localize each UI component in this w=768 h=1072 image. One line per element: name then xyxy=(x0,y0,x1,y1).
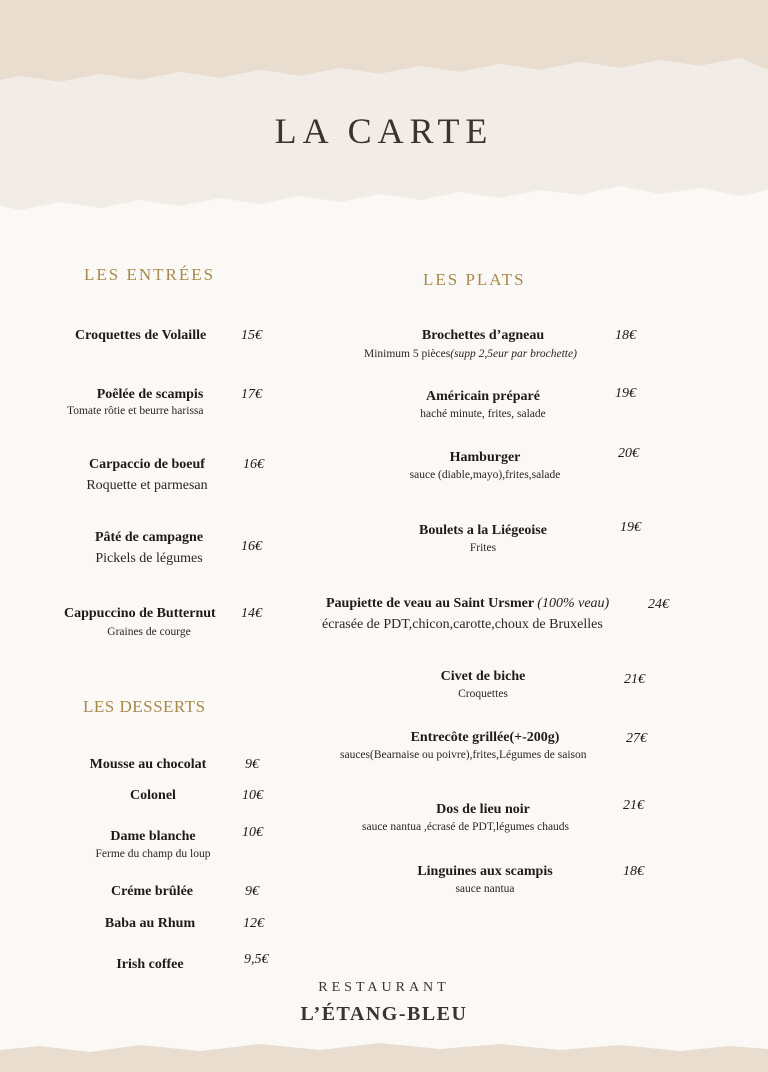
plat-name: Hamburger xyxy=(449,450,521,465)
dessert-price: 9,5€ xyxy=(244,952,269,967)
plat-name: Brochettes d’agneau xyxy=(421,328,545,343)
plat-name: Américain préparé xyxy=(426,389,540,404)
plat-price: 19€ xyxy=(620,520,641,535)
section-title-plats: LES PLATS xyxy=(423,270,526,289)
plat-description: Croquettes xyxy=(458,688,508,700)
plat-description xyxy=(364,348,577,360)
entree-description: Tomate rôtie et beurre harissa xyxy=(67,405,204,417)
dessert-price: 9€ xyxy=(245,757,259,772)
plat-name-text: Paupiette de veau au Saint Ursmer xyxy=(326,596,534,611)
plat-price: 19€ xyxy=(615,386,636,401)
plat-description: sauce nantua xyxy=(455,883,515,895)
dessert-name: Irish coffee xyxy=(116,957,184,972)
dessert-price: 10€ xyxy=(242,825,263,840)
entree-price: 15€ xyxy=(241,328,262,343)
dessert-description: Ferme du champ du loup xyxy=(95,848,211,860)
entree-description: Graines de courge xyxy=(107,626,191,638)
entree-description: Roquette et parmesan xyxy=(86,478,208,493)
plat-price: 20€ xyxy=(618,446,639,461)
entree-name: Cappuccino de Butternut xyxy=(64,606,216,621)
plat-description: sauces(Bearnaise ou poivre),frites,Légumes de saison xyxy=(340,749,587,761)
torn-paper-footer xyxy=(0,1040,768,1072)
restaurant-label: RESTAURANT xyxy=(318,980,450,995)
plat-price: 18€ xyxy=(623,864,644,879)
entree-price: 14€ xyxy=(241,606,262,621)
plat-name: Entrecôte grillée(+-200g) xyxy=(410,730,560,745)
entree-name: Croquettes de Volaille xyxy=(75,328,207,343)
dessert-price: 12€ xyxy=(243,916,264,931)
entree-name: Carpaccio de boeuf xyxy=(89,457,205,472)
section-title-desserts: LES DESSERTS xyxy=(83,697,206,716)
entree-price: 16€ xyxy=(243,457,264,472)
plat-description: sauce (diable,mayo),frites,salade xyxy=(409,469,561,481)
plat-description-text: Minimum 5 pièces xyxy=(364,348,451,360)
dessert-name: Baba au Rhum xyxy=(104,916,196,931)
dessert-price: 10€ xyxy=(242,788,263,803)
menu-title: LA CARTE xyxy=(274,111,494,151)
section-title-entrees: LES ENTRÉES xyxy=(84,265,216,284)
plat-name: Dos de lieu noir xyxy=(436,802,530,817)
plat-price: 21€ xyxy=(624,672,645,687)
dessert-name: Dame blanche xyxy=(110,829,196,844)
plat-name-note: (100% veau) xyxy=(537,596,610,611)
plat-price: 24€ xyxy=(648,597,669,612)
plat-name: Civet de biche xyxy=(440,669,526,684)
plat-description: écrasée de PDT,chicon,carotte,choux de Bruxelles xyxy=(322,617,603,632)
paper-bottom-layer xyxy=(0,1043,768,1072)
entree-price: 17€ xyxy=(241,387,262,402)
dessert-name: Créme brûlée xyxy=(110,884,194,899)
restaurant-name: L’ÉTANG-BLEU xyxy=(300,1003,468,1025)
plat-description: haché minute, frites, salade xyxy=(420,408,546,420)
entree-name: Poêlée de scampis xyxy=(96,387,204,402)
dessert-price: 9€ xyxy=(245,884,259,899)
plat-description-note: (supp 2,5eur par brochette) xyxy=(450,348,577,360)
plat-price: 18€ xyxy=(615,328,636,343)
plat-name: Boulets a la Liégeoise xyxy=(419,523,547,538)
dessert-name: Mousse au chocolat xyxy=(89,757,207,772)
entree-description: Pickels de légumes xyxy=(95,551,203,566)
entree-price: 16€ xyxy=(241,539,262,554)
plat-name xyxy=(326,596,609,612)
plat-description: Frites xyxy=(469,542,497,554)
plat-price: 27€ xyxy=(626,731,647,746)
entree-name: Pâté de campagne xyxy=(94,530,204,545)
plat-description: sauce nantua ,écrasé de PDT,légumes chauds xyxy=(362,821,570,833)
plat-name: Linguines aux scampis xyxy=(417,864,553,879)
plat-price: 21€ xyxy=(623,798,644,813)
dessert-name: Colonel xyxy=(130,788,176,803)
